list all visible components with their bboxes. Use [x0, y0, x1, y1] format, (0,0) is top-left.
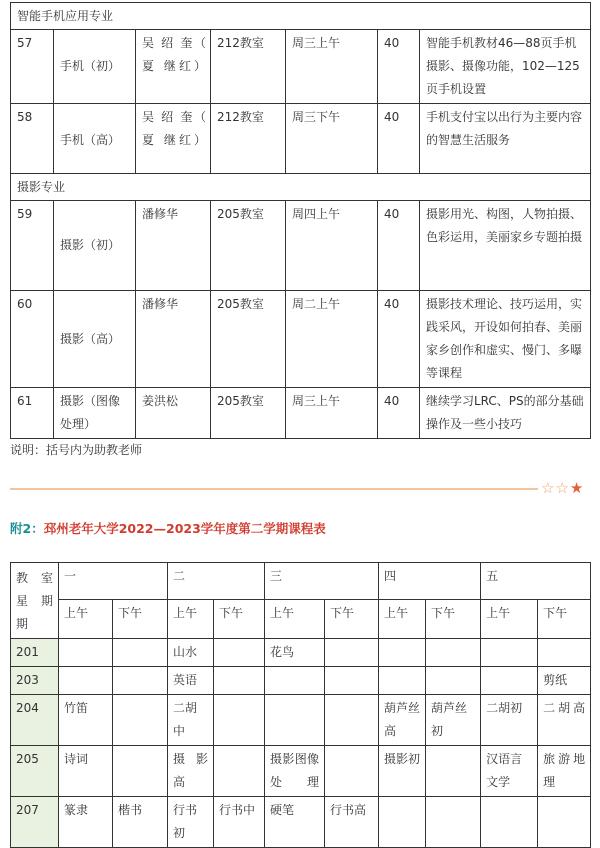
star-decoration: [541, 479, 584, 497]
schedule-cell: [426, 746, 481, 797]
course-hours: 40: [378, 201, 420, 291]
section-title: 智能手机应用专业: [11, 3, 591, 30]
schedule-cell: 行书中: [214, 797, 265, 848]
schedule-cell: [325, 695, 379, 746]
schedule-cell: [113, 695, 168, 746]
course-name: 摄影（高）: [54, 291, 136, 388]
schedule-cell: 硬笔: [265, 797, 325, 848]
schedule-cell: [538, 797, 591, 848]
schedule-cell: 行书初: [168, 797, 214, 848]
table-row: [11, 388, 591, 439]
course-room: 205教室: [211, 388, 286, 439]
course-name: 手机（初）: [54, 30, 136, 104]
course-content: 摄影技术理论、技巧运用，实践采风，开设如何拍春、美丽家乡创作和虚实、慢门、多曝等课程: [420, 291, 591, 388]
course-teacher: 潘修华: [136, 291, 211, 388]
schedule-cell: [426, 797, 481, 848]
course-room: 212教室: [211, 30, 286, 104]
course-teacher: 吴 绍 奎（ 夏 继红）: [136, 104, 211, 174]
schedule-cell: [481, 667, 538, 695]
header-row: [11, 563, 591, 600]
star-filled-icon: ★: [569, 479, 585, 497]
schedule-cell: 竹笛: [59, 695, 113, 746]
schedule-cell: [214, 746, 265, 797]
appendix-label: 附2：: [10, 521, 44, 536]
schedule-cell: 二胡初: [481, 695, 538, 746]
course-content: 继续学习LRC、PS的部分基础操作及一些小技巧: [420, 388, 591, 439]
course-content: 摄影用光、构图，人物拍摄、色彩运用，美丽家乡专题拍摄: [420, 201, 591, 291]
room-number: 204: [11, 695, 59, 746]
schedule-cell: [325, 639, 379, 667]
schedule-cell: [426, 639, 481, 667]
course-content: 手机支付宝以出行为主要内容的智慧生活服务: [420, 104, 591, 174]
schedule-cell: 旅游地理: [538, 746, 591, 797]
table-row: [11, 30, 591, 104]
appendix-heading: [10, 520, 326, 538]
course-room: 205教室: [211, 291, 286, 388]
room-number: 201: [11, 639, 59, 667]
table-row: [11, 667, 591, 695]
schedule-cell: 行书高: [325, 797, 379, 848]
course-number: 59: [11, 201, 54, 291]
period-pm: 下午: [214, 599, 265, 638]
course-time: 周四上午: [286, 201, 378, 291]
course-room: 212教室: [211, 104, 286, 174]
schedule-cell: 摄影高: [168, 746, 214, 797]
schedule-cell: [113, 667, 168, 695]
course-hours: 40: [378, 388, 420, 439]
course-number: 60: [11, 291, 54, 388]
schedule-cell: 花鸟: [265, 639, 325, 667]
schedule-cell: [59, 639, 113, 667]
schedule-cell: [113, 639, 168, 667]
schedule-cell: 篆隶: [59, 797, 113, 848]
period-pm: 下午: [113, 599, 168, 638]
schedule-cell: [426, 667, 481, 695]
schedule-table: [10, 562, 591, 848]
schedule-cell: [265, 695, 325, 746]
star-outline-icon: ☆: [541, 479, 556, 497]
course-name: 摄影（图像处理）: [54, 388, 136, 439]
course-name: 摄影（初）: [54, 201, 136, 291]
schedule-cell: [379, 797, 426, 848]
period-row: [11, 599, 591, 638]
schedule-cell: [214, 695, 265, 746]
table-row: [11, 104, 591, 174]
course-content: 智能手机教材46—88页手机摄影、摄像功能，102—125页手机设置: [420, 30, 591, 104]
day-header: 一: [59, 563, 168, 600]
schedule-cell: [214, 667, 265, 695]
schedule-cell: [538, 639, 591, 667]
schedule-cell: [379, 639, 426, 667]
course-name: 手机（高）: [54, 104, 136, 174]
course-time: 周三上午: [286, 388, 378, 439]
divider-line: [10, 488, 538, 490]
course-number: 58: [11, 104, 54, 174]
schedule-cell: [325, 667, 379, 695]
schedule-cell: 英语: [168, 667, 214, 695]
day-header: 二: [168, 563, 265, 600]
course-hours: 40: [378, 104, 420, 174]
period-am: 上午: [379, 599, 426, 638]
section-title: 摄影专业: [11, 174, 591, 201]
corner-tail: 期: [16, 617, 29, 631]
table-row: [11, 201, 591, 291]
schedule-cell: 二胡高: [538, 695, 591, 746]
day-header: 三: [265, 563, 379, 600]
table-row: [11, 639, 591, 667]
schedule-cell: [265, 667, 325, 695]
course-number: 61: [11, 388, 54, 439]
header-corner: [11, 563, 59, 639]
period-pm: 下午: [426, 599, 481, 638]
schedule-cell: 二胡中: [168, 695, 214, 746]
table-row: [11, 797, 591, 848]
course-hours: 40: [378, 291, 420, 388]
course-time: 周二上午: [286, 291, 378, 388]
room-number: 205: [11, 746, 59, 797]
period-pm: 下午: [325, 599, 379, 638]
period-am: 上午: [168, 599, 214, 638]
corner-bottom-label: 星期: [16, 594, 53, 608]
schedule-cell: [481, 639, 538, 667]
schedule-cell: [325, 746, 379, 797]
period-am: 上午: [481, 599, 538, 638]
course-number: 57: [11, 30, 54, 104]
section-header-row: [11, 174, 591, 201]
schedule-cell: 汉语言文学: [481, 746, 538, 797]
schedule-cell: [481, 797, 538, 848]
course-teacher: 姜洪松: [136, 388, 211, 439]
schedule-cell: 摄影图像处理: [265, 746, 325, 797]
table-row: [11, 291, 591, 388]
table-note: 说明：括号内为助教老师: [10, 443, 143, 457]
period-am: 上午: [59, 599, 113, 638]
room-number: 203: [11, 667, 59, 695]
course-teacher: 吴 绍 奎（ 夏 继红）: [136, 30, 211, 104]
section-header-row: [11, 3, 591, 30]
star-outline-icon: ☆: [555, 479, 570, 497]
period-am: 上午: [265, 599, 325, 638]
course-time: 周三上午: [286, 30, 378, 104]
schedule-cell: 山水: [168, 639, 214, 667]
schedule-cell: 楷书: [113, 797, 168, 848]
schedule-cell: [113, 746, 168, 797]
course-table: [10, 2, 591, 439]
course-room: 205教室: [211, 201, 286, 291]
table-row: [11, 746, 591, 797]
schedule-cell: 剪纸: [538, 667, 591, 695]
schedule-cell: 摄影初: [379, 746, 426, 797]
room-number: 207: [11, 797, 59, 848]
corner-top-label: 教室: [16, 571, 53, 585]
course-hours: 40: [378, 30, 420, 104]
course-time: 周三下午: [286, 104, 378, 174]
schedule-cell: [214, 639, 265, 667]
course-teacher: 潘修华: [136, 201, 211, 291]
schedule-cell: [379, 667, 426, 695]
day-header: 四: [379, 563, 481, 600]
appendix-title: 邳州老年大学2022—2023学年度第二学期课程表: [43, 521, 326, 536]
table-row: [11, 695, 591, 746]
schedule-cell: 葫芦丝初: [426, 695, 481, 746]
schedule-cell: 诗词: [59, 746, 113, 797]
period-pm: 下午: [538, 599, 591, 638]
schedule-cell: [59, 667, 113, 695]
schedule-cell: 葫芦丝高: [379, 695, 426, 746]
day-header: 五: [481, 563, 591, 600]
